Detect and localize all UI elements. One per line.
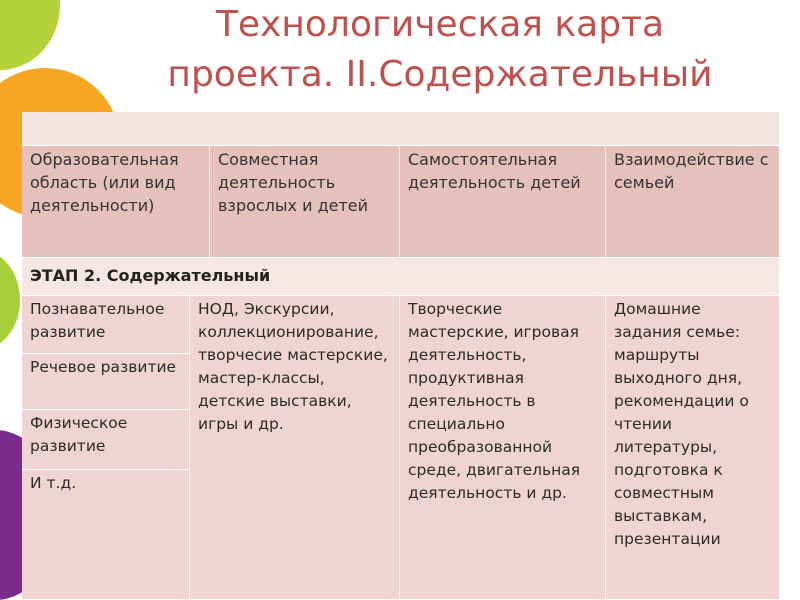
title-line-2: проекта. II.Содержательный: [167, 54, 713, 95]
decor-circle-green-small: [0, 250, 20, 350]
decor-circle-green: [0, 0, 60, 70]
independent-activity-cell: Творческие мастерские, игровая деятельность, продуктивная деятельность в специально преобразованной среде, двигательная деятельность и др.: [400, 296, 606, 600]
stage-label: ЭТАП 2. Содержательный: [22, 258, 780, 296]
table-banner-row: [22, 112, 780, 146]
slide-title: [110, 0, 770, 110]
project-map-table: [22, 112, 780, 600]
header-family-interaction: Взаимодействие с семьей: [606, 146, 780, 258]
title-line-1: Технологическая карта: [215, 4, 665, 45]
header-joint-activity: Совместная деятельность взрослых и детей: [210, 146, 400, 258]
joint-activity-cell: НОД, Экскурсии, коллекционирование, творчесие мастерские, мастер-классы, детские выставки, игры и др.: [190, 296, 400, 600]
area-cognitive: Познавательное развитие: [22, 296, 190, 354]
area-physical: Физическое развитие: [22, 410, 190, 470]
family-interaction-cell: Домашние задания семье: маршруты выходного дня, рекомендации о чтении литературы, подготовка к совместным выставкам, презентации: [606, 296, 780, 600]
header-educational-area: Образовательная область (или вид деятельности): [22, 146, 210, 258]
area-speech: Речевое развитие: [22, 354, 190, 410]
header-independent-activity: Самостоятельная деятельность детей: [400, 146, 606, 258]
area-etc: И т.д.: [22, 470, 190, 600]
